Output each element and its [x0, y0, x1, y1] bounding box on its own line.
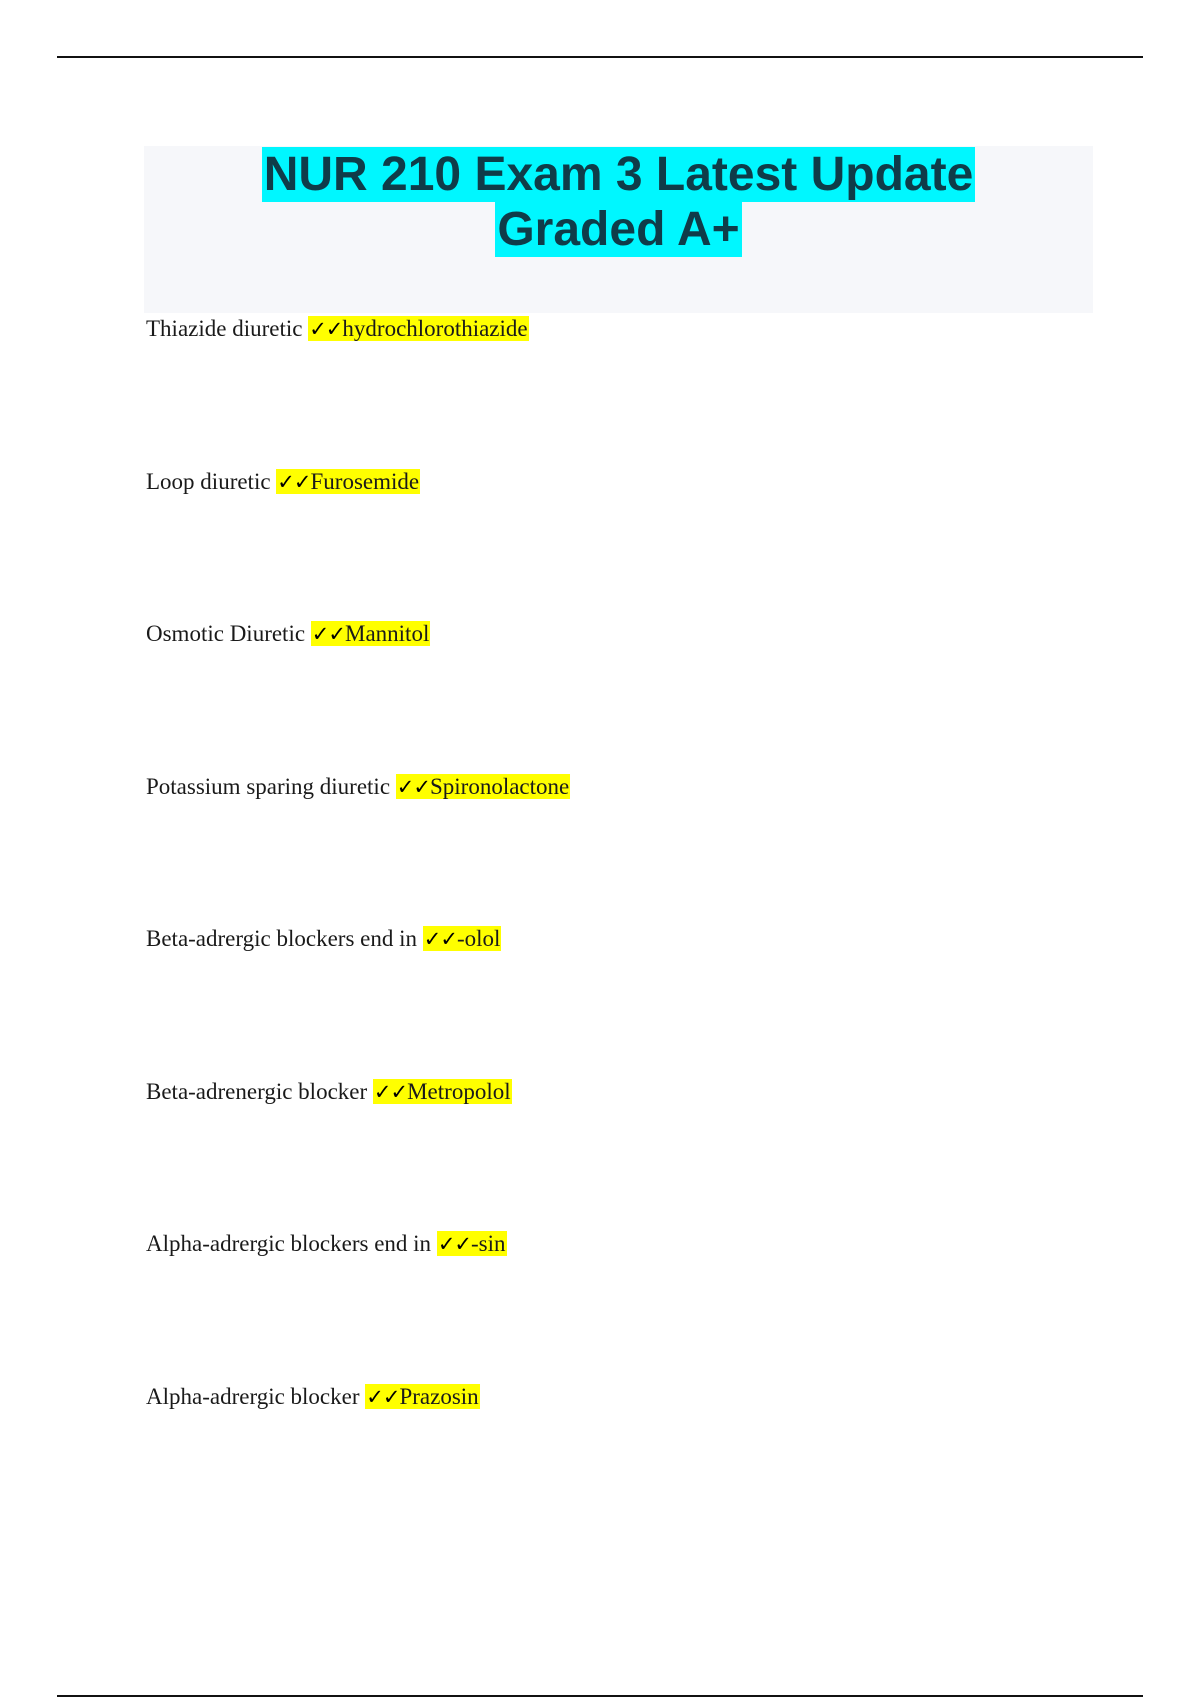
qa-answer: [308, 316, 528, 341]
double-check-icon: ✓✓: [366, 1385, 400, 1409]
double-check-icon: ✓✓: [277, 470, 311, 494]
qa-term: Beta-adrergic blockers end in: [146, 926, 423, 951]
page-title-line-2: Graded A+: [497, 203, 740, 256]
title-banner: [144, 146, 1093, 313]
double-check-icon: ✓✓: [423, 927, 457, 951]
qa-term: Alpha-adrergic blocker: [146, 1384, 366, 1409]
qa-item: [146, 314, 529, 344]
qa-item: [146, 772, 570, 802]
double-check-icon: ✓✓: [309, 317, 343, 341]
top-rule: [57, 56, 1143, 58]
qa-term: Potassium sparing diuretic: [146, 774, 396, 799]
qa-item: [146, 619, 430, 649]
qa-answer-text: Mannitol: [345, 621, 430, 646]
double-check-icon: ✓✓: [311, 622, 345, 646]
qa-answer: [276, 469, 420, 494]
qa-answer: [365, 1384, 479, 1409]
double-check-icon: ✓✓: [373, 1080, 408, 1104]
qa-answer-text: Furosemide: [310, 469, 420, 494]
bottom-rule: [57, 1695, 1143, 1697]
double-check-icon: ✓✓: [396, 775, 430, 799]
qa-answer: [396, 774, 570, 799]
qa-item: [146, 1382, 480, 1412]
qa-answer-text: Spironolactone: [429, 774, 570, 799]
qa-item: [146, 467, 420, 497]
qa-term: Osmotic Diuretic: [146, 621, 311, 646]
qa-answer: [423, 926, 502, 951]
qa-term: Alpha-adrergic blockers end in: [146, 1231, 437, 1256]
qa-answer-text: Prazosin: [399, 1384, 479, 1409]
qa-answer: [311, 621, 431, 646]
qa-term: Thiazide diuretic: [146, 316, 309, 341]
double-check-icon: ✓✓: [437, 1232, 472, 1256]
qa-answer: [437, 1231, 507, 1256]
qa-answer-text: Metropolol: [407, 1079, 511, 1104]
page-title-line-1: NUR 210 Exam 3 Latest Update: [263, 148, 974, 201]
qa-answer-text: -olol: [456, 926, 501, 951]
qa-term: Loop diuretic: [146, 469, 277, 494]
qa-answer-text: -sin: [471, 1231, 506, 1256]
qa-answer: [373, 1079, 512, 1104]
qa-item: [146, 1229, 507, 1259]
qa-answer-text: hydrochlorothiazide: [342, 316, 528, 341]
qa-item: [146, 1077, 512, 1107]
qa-term: Beta-adrenergic blocker: [146, 1079, 373, 1104]
qa-item: [146, 924, 501, 954]
